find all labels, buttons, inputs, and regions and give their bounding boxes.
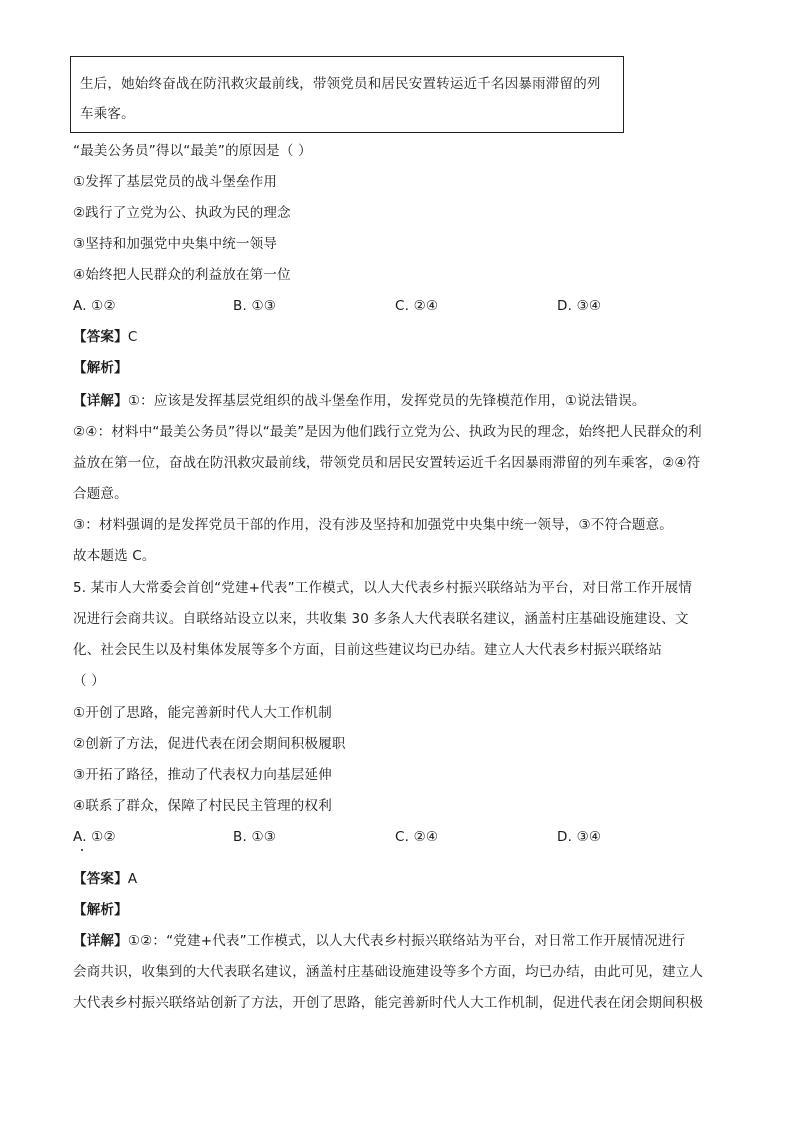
- q5-option-4: ④联系了群众，保障了村民民主管理的权利: [73, 798, 332, 814]
- q4-stem: “最美公务员”得以“最美”的原因是（ ）: [73, 143, 312, 159]
- q5-stem-3: 化、社会民生以及村集体发展等多个方面，目前这些建议均已办结。建立人大代表乡村振兴联络站: [73, 642, 663, 658]
- q4-option-3: ③坚持和加强党中央集中统一领导: [73, 236, 278, 252]
- q5-answer-tag: 【答案】: [73, 871, 128, 887]
- q5-choice-c: C. ②④: [395, 829, 439, 845]
- q4-option-1: ①发挥了基层党员的战斗堡垒作用: [73, 174, 278, 190]
- material-line-2: 车乘客。: [80, 106, 135, 122]
- q4-conclusion: 故本题选 C。: [73, 548, 156, 564]
- q4-answer-tag: 【答案】: [73, 329, 128, 345]
- material-box: [70, 56, 624, 133]
- q5-detail-1a: 【详解】①②：“党建+代表”工作模式，以人大代表乡村振兴联络站为平台，对日常工作开展情况进行: [73, 933, 686, 949]
- q4-choice-d: D. ③④: [557, 298, 602, 314]
- q5-choice-a: A. ①②: [73, 829, 116, 845]
- q5-stem-1: 5. 某市人大常委会首创“党建+代表”工作模式，以人大代表乡村振兴联络站为平台，对日常工作开展情: [73, 580, 693, 596]
- q4-detail-3: ③：材料强调的是发挥党员干部的作用，没有涉及坚持和加强党中央集中统一领导，③不符合题意。: [73, 517, 674, 533]
- q5-answer-line: [73, 869, 137, 889]
- q4-detail-1: 【详解】①：应该是发挥基层党组织的战斗堡垒作用，发挥党员的先锋模范作用，①说法错误。: [73, 393, 646, 409]
- stray-dot: [81, 849, 83, 851]
- q4-answer: C: [127, 329, 138, 345]
- q5-option-2: ②创新了方法，促进代表在闭会期间积极履职: [73, 736, 346, 752]
- q5-detail-1b: 会商共识，收集到的大代表联名建议，涵盖村庄基础设施建设等多个方面，均已办结，由此可见，建立人: [73, 964, 704, 980]
- q5-stem-2: 况进行会商共议。自联络站设立以来，共收集 30 多条人大代表联名建议，涵盖村庄基础设施建设、文: [73, 611, 689, 627]
- q5-stem-4: （ ）: [73, 673, 105, 689]
- q5-choice-b: B. ①③: [233, 829, 277, 845]
- q5-detail-tag: 【详解】: [73, 933, 128, 949]
- q4-option-2: ②践行了立党为公、执政为民的理念: [73, 205, 291, 221]
- q5-option-3: ③开拓了路径，推动了代表权力向基层延伸: [73, 767, 332, 783]
- q4-analysis-tag: 【解析】: [73, 360, 128, 376]
- q5-analysis-tag: 【解析】: [73, 902, 128, 918]
- q4-option-4: ④始终把人民群众的利益放在第一位: [73, 267, 291, 283]
- q5-answer: A: [127, 871, 138, 887]
- material-line-1: 生后，她始终奋战在防汛救灾最前线，带领党员和居民安置转运近千名因暴雨滞留的列: [80, 76, 601, 92]
- q4-choice-a: A. ①②: [73, 298, 116, 314]
- q5-choice-d: D. ③④: [557, 829, 602, 845]
- q4-answer-line: [73, 327, 137, 347]
- q4-detail-2c: 合题意。: [73, 486, 128, 502]
- q5-option-1: ①开创了思路，能完善新时代人大工作机制: [73, 705, 332, 721]
- q4-choice-c: C. ②④: [395, 298, 439, 314]
- q4-choice-b: B. ①③: [233, 298, 277, 314]
- q4-detail-tag: 【详解】: [73, 393, 128, 409]
- q5-detail-1c: 大代表乡村振兴联络站创新了方法，开创了思路，能完善新时代人大工作机制，促进代表在闭会期间积极: [73, 995, 704, 1011]
- q4-detail-2b: 益放在第一位，奋战在防汛救灾最前线，带领党员和居民安置转运近千名因暴雨滞留的列车乘客，②④符: [73, 455, 701, 471]
- q4-detail-2a: ②④：材料中“最美公务员”得以“最美”是因为他们践行立党为公、执政为民的理念，始终把人民群众的利: [73, 424, 702, 440]
